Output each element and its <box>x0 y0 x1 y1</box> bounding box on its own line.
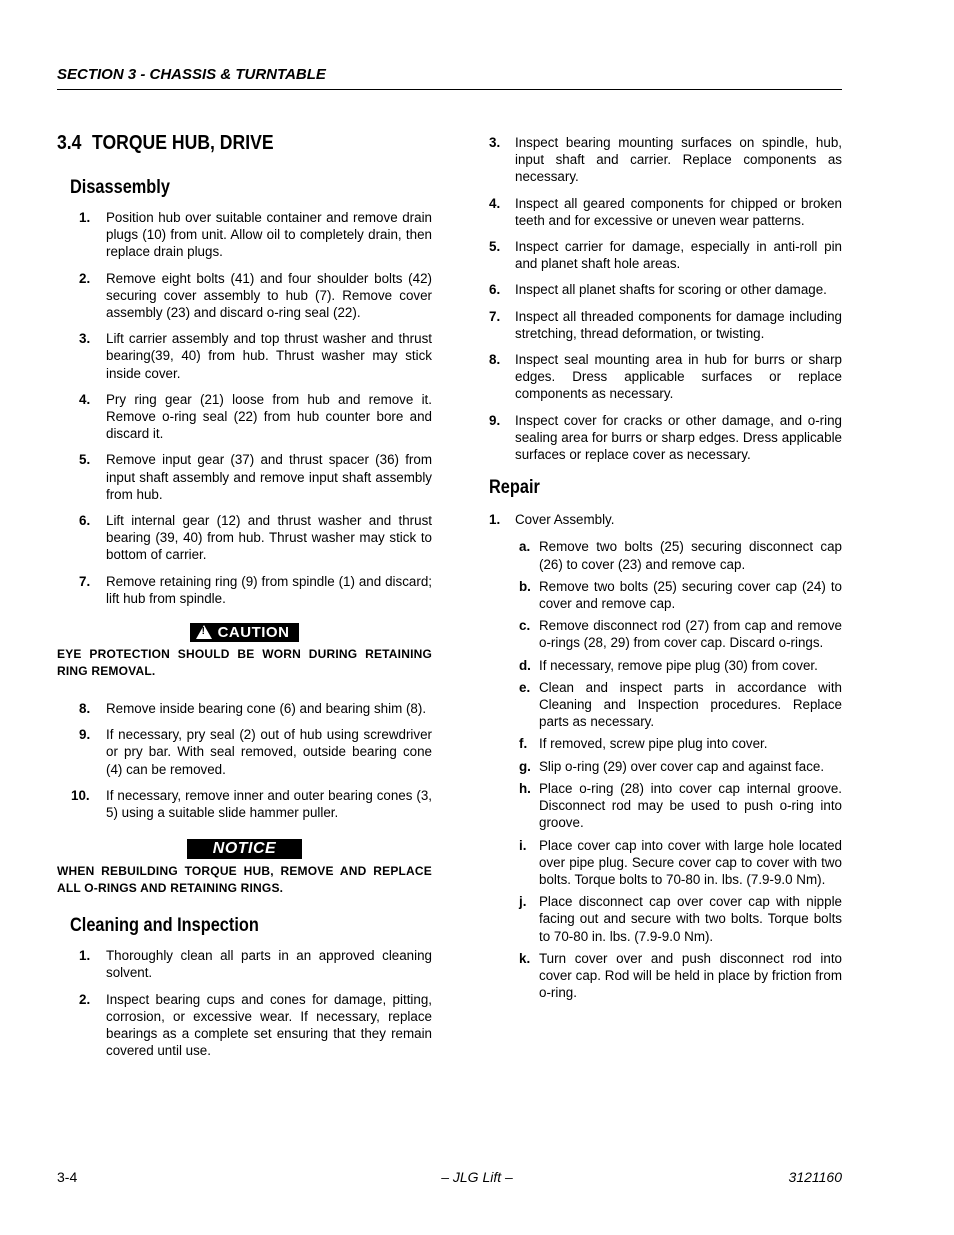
item-number: 2. <box>79 270 91 286</box>
item-letter: d. <box>519 657 531 673</box>
list-item <box>489 134 842 186</box>
right-column <box>489 134 842 1006</box>
sub-list-item <box>489 617 842 651</box>
caution-badge <box>190 623 300 642</box>
item-number: 3. <box>489 135 501 150</box>
item-number: 8. <box>79 701 91 717</box>
item-number: 10. <box>71 787 90 803</box>
sub-list-item <box>489 837 842 889</box>
item-text: Turn cover over and push disconnect rod into cover cap. Rod will be held in place by friction from o-ring. <box>539 950 842 1001</box>
item-text: Lift internal gear (12) and thrust washer and thrust bearing (39, 40) from hub. Thrust washer may stick to bottom of carrier. <box>106 513 432 563</box>
item-text: Remove retaining ring (9) from spindle (1) and discard; lift hub from spindle. <box>106 573 432 606</box>
item-text: Inspect bearing mounting surfaces on spindle, hub, input shaft and carrier. Replace components as necessary. <box>515 135 842 185</box>
cleaning-list-continued <box>489 134 842 463</box>
item-text: Pry ring gear (21) loose from hub and remove it. Remove o-ring seal (22) from hub counter bore and discard it. <box>106 391 432 442</box>
item-text: Remove eight bolts (41) and four shoulder bolts (42) securing cover assembly to hub (7). Remove cover assembly (23) and discard o-ring seal (22). <box>106 270 432 321</box>
item-text: Remove input gear (37) and thrust spacer (36) from input shaft assembly and remove input shaft assembly from hub. <box>106 452 432 502</box>
item-number: 9. <box>79 727 91 743</box>
caution-badge-wrap <box>57 623 432 642</box>
item-number: 5. <box>489 239 501 255</box>
item-text: Remove disconnect rod (27) from cap and remove o-rings (28, 29) from cover cap. Discard o-rings. <box>539 618 842 651</box>
item-text: If necessary, remove pipe plug (30) from cover. <box>539 657 818 673</box>
item-number: 9. <box>489 412 501 428</box>
item-number: 6. <box>79 513 91 529</box>
list-item <box>489 412 842 464</box>
notice-badge: NOTICE <box>187 839 302 859</box>
item-letter: g. <box>519 758 531 774</box>
list-item <box>57 209 432 261</box>
list-item <box>489 281 842 298</box>
disassembly-heading: Disassembly <box>70 177 170 198</box>
sub-list-item <box>489 657 842 674</box>
item-text: If necessary, pry seal (2) out of hub using screwdriver or pry bar. With seal removed, outside bearing cone (4) can be removed. <box>106 727 432 777</box>
item-letter: b. <box>519 578 531 594</box>
list-item <box>489 238 842 272</box>
notice-badge-wrap <box>57 839 432 859</box>
item-number: 3. <box>79 331 91 347</box>
list-item <box>57 700 432 717</box>
item-text: Inspect all planet shafts for scoring or other damage. <box>515 282 827 298</box>
section-number: 3.4 <box>57 132 82 154</box>
item-text: Inspect all geared components for chipped or broken teeth and for excessive or uneven wear patterns. <box>515 195 842 228</box>
item-letter: a. <box>519 539 531 555</box>
disassembly-list-continued <box>57 700 432 821</box>
item-text: Cover Assembly. <box>515 512 615 528</box>
item-letter: j. <box>519 894 527 910</box>
item-number: 1. <box>489 512 501 528</box>
item-letter: e. <box>519 679 531 695</box>
cleaning-heading: Cleaning and Inspection <box>70 915 259 937</box>
caution-label: CAUTION <box>217 624 290 642</box>
item-letter: i. <box>519 837 527 853</box>
item-letter: c. <box>519 618 531 634</box>
sub-list-item <box>489 735 842 752</box>
section-title <box>57 132 387 155</box>
item-text: Inspect cover for cracks or other damage, and o-ring sealing area for burrs or sharp edges. Dress applicable surfaces or replace cover as necessary. <box>515 412 842 463</box>
item-number: 1. <box>79 210 91 225</box>
item-letter: f. <box>519 736 528 752</box>
sub-list-item <box>489 950 842 1002</box>
item-number: 4. <box>489 195 501 211</box>
warning-triangle-icon <box>196 625 212 639</box>
item-text: Lift carrier assembly and top thrust washer and thrust bearing(39, 40) from hub. Thrust washer may stick inside cover. <box>106 331 432 381</box>
item-text: Thoroughly clean all parts in an approved cleaning solvent. <box>106 948 432 981</box>
list-item <box>489 308 842 342</box>
sub-list-item <box>489 578 842 612</box>
section-header: SECTION 3 - CHASSIS & TURNTABLE <box>57 66 326 83</box>
item-text: Slip o-ring (29) over cover cap and against face. <box>539 758 825 774</box>
list-item <box>57 451 432 503</box>
caution-text: EYE PROTECTION SHOULD BE WORN DURING RETAINING RING REMOVAL. <box>57 647 432 679</box>
sub-list-item <box>489 780 842 832</box>
item-number: 8. <box>489 352 501 368</box>
sub-list-item <box>489 679 842 731</box>
item-text: Inspect seal mounting area in hub for burrs or sharp edges. Dress applicable surfaces or replace components as necessary. <box>515 352 842 402</box>
item-text: If necessary, remove inner and outer bearing cones (3, 5) using a suitable slide hammer puller. <box>106 787 432 821</box>
repair-list <box>489 511 842 528</box>
footer-brand: – JLG Lift – <box>441 1169 513 1185</box>
disassembly-list <box>57 209 432 607</box>
list-item <box>57 573 432 607</box>
item-text: Position hub over suitable container and remove drain plugs (10) from unit. Allow oil to completely drain, then replace drain plugs. <box>106 210 432 260</box>
item-text: Inspect carrier for damage, especially in anti-roll pin and planet shaft hole areas. <box>515 239 842 272</box>
left-column <box>57 130 432 1069</box>
item-number: 5. <box>79 452 91 468</box>
item-text: Remove inside bearing cone (6) and bearing shim (8). <box>106 701 427 717</box>
item-text: Remove two bolts (25) securing disconnect cap (26) to cover (23) and remove cap. <box>539 539 842 572</box>
sub-list-item <box>489 758 842 775</box>
item-text: Clean and inspect parts in accordance with Cleaning and Inspection procedures. Replace parts as necessary. <box>539 679 842 730</box>
section-title-text: TORQUE HUB, DRIVE <box>92 132 274 154</box>
list-item <box>57 391 432 443</box>
item-number: 2. <box>79 991 91 1007</box>
item-letter: h. <box>519 780 531 796</box>
repair-heading: Repair <box>489 477 540 499</box>
item-text: Inspect bearing cups and cones for damage, pitting, corrosion, or excessive wear. If necessary, replace bearings as a complete set ensuring that they remain covered until use. <box>106 991 432 1059</box>
list-item <box>57 947 432 981</box>
notice-text: WHEN REBUILDING TORQUE HUB, REMOVE AND REPLACE ALL O-RINGS AND RETAINING RINGS. <box>57 864 432 896</box>
list-item <box>489 351 842 403</box>
item-text: Inspect all threaded components for damage including stretching, thread deformation, or twisting. <box>515 308 842 341</box>
item-text: Place o-ring (28) into cover cap internal groove. Disconnect rod may be used to push o-ring into groove. <box>539 780 842 831</box>
item-number: 7. <box>79 573 91 589</box>
document-number: 3121160 <box>788 1169 842 1185</box>
sub-list-item <box>489 538 842 572</box>
repair-sublist <box>489 538 842 1001</box>
list-item <box>57 270 432 322</box>
item-text: Remove two bolts (25) securing cover cap (24) to cover and remove cap. <box>539 578 842 612</box>
item-number: 7. <box>489 308 501 324</box>
item-letter: k. <box>519 950 531 966</box>
page-number: 3-4 <box>57 1169 78 1185</box>
list-item <box>489 511 842 528</box>
item-text: If removed, screw pipe plug into cover. <box>539 736 768 752</box>
list-item <box>57 991 432 1060</box>
item-number: 6. <box>489 282 501 298</box>
sub-list-item <box>489 893 842 945</box>
list-item <box>489 195 842 229</box>
list-item <box>57 330 432 382</box>
list-item <box>57 726 432 778</box>
header-rule <box>57 89 842 90</box>
item-text: Place cover cap into cover with large hole located over pipe plug. Secure cover cap to cover with two bolts. Torque bolts to 70-80 in. lbs. (7.9-9.0 Nm). <box>539 837 842 887</box>
item-number: 1. <box>79 948 91 964</box>
list-item <box>57 787 432 821</box>
cleaning-list <box>57 947 432 1059</box>
item-text: Place disconnect cap over cover cap with nipple facing out and secure with two bolts. Torque bolts to 70-80 in. lbs. (7.9-9.0 Nm). <box>539 894 842 944</box>
list-item <box>57 512 432 564</box>
item-number: 4. <box>79 391 91 407</box>
